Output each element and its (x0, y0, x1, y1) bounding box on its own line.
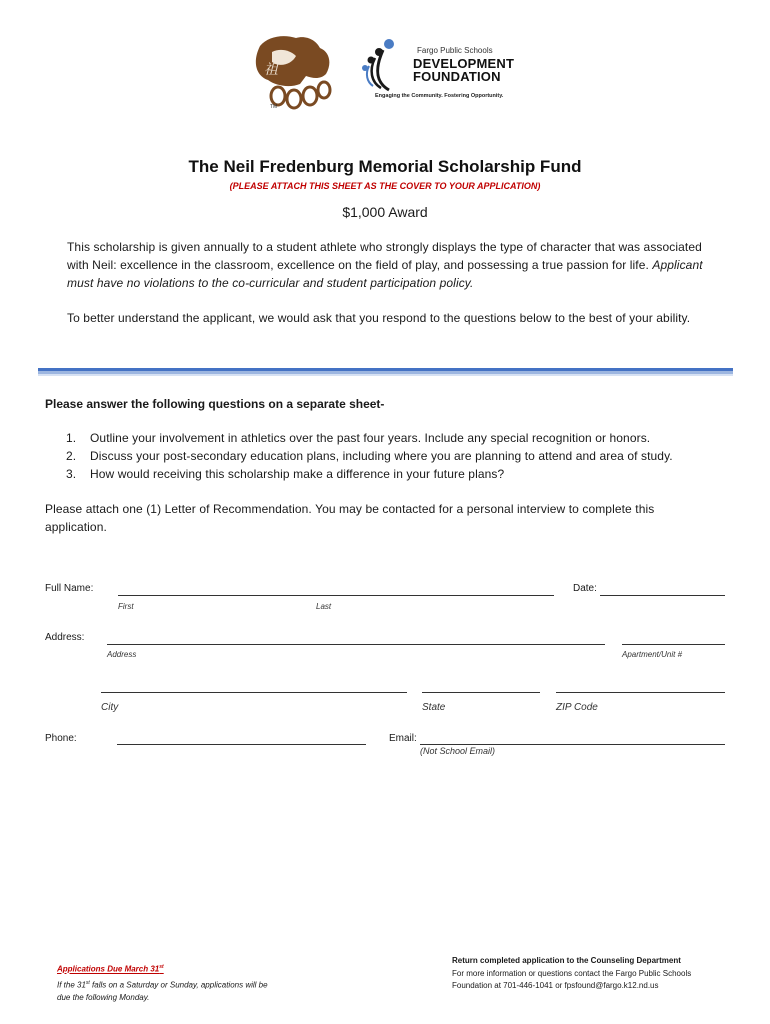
svg-text:祖: 祖 (264, 62, 278, 78)
questions-heading: Please answer the following questions on a separate sheet- (45, 397, 385, 411)
date-label: Date: (573, 583, 597, 594)
date-field[interactable] (600, 595, 725, 596)
deadline-note (57, 977, 282, 1004)
page-title: The Neil Fredenburg Memorial Scholarship Fund (188, 157, 582, 176)
intro-policy-note: Applicant must have no violations to the co-curricular and student participation policy. (67, 258, 703, 290)
apartment-caption: Apartment/Unit # (622, 650, 683, 659)
questions-list (66, 429, 673, 483)
city-field[interactable] (101, 692, 407, 693)
email-caption: (Not School Email) (420, 746, 496, 756)
intro-paragraph (67, 238, 707, 292)
return-heading: Return completed application to the Counseling Department (452, 956, 681, 965)
address-caption: Address (107, 650, 137, 659)
list-number: 2. (66, 449, 77, 463)
apartment-field[interactable] (622, 644, 725, 645)
state-caption: State (422, 702, 446, 713)
list-item (66, 465, 673, 483)
phone-field[interactable] (117, 744, 366, 745)
last-name-caption: Last (316, 602, 332, 611)
question-text: Outline your involvement in athletics over the past four years. Include any special recognition or honors. (90, 431, 651, 445)
deadline-note-sup: st (85, 980, 90, 986)
deadline-note-post: falls on a Saturday or Sunday, applications will be due the following Monday. (57, 980, 268, 1002)
email-label: Email: (389, 733, 417, 744)
address-field[interactable] (107, 644, 605, 645)
svg-text:TM: TM (270, 104, 278, 110)
award-amount: $1,000 Award (342, 204, 428, 220)
contact-info: For more information or questions contact the Fargo Public Schools Foundation at 701-446-1041 or fpsfound@fargo.k12.nd.us (452, 969, 692, 990)
full-name-label: Full Name: (45, 583, 94, 594)
deadline-text (57, 964, 164, 974)
zip-field[interactable] (556, 692, 725, 693)
deadline-sup: st (159, 964, 164, 970)
list-number: 3. (66, 467, 77, 481)
deadline-note-pre: If the 31 (57, 980, 86, 990)
foundation-line2: FOUNDATION (413, 69, 501, 84)
bear-logo (250, 34, 334, 112)
list-item (66, 447, 673, 465)
foundation-tagline: Engaging the Community. Fostering Opportunity. (375, 93, 504, 99)
address-label: Address: (45, 632, 85, 643)
state-field[interactable] (422, 692, 540, 693)
list-item (66, 429, 673, 447)
full-name-field[interactable] (118, 595, 554, 596)
question-text: Discuss your post-secondary education plans, including where you are planning to attend and area of study. (90, 449, 673, 463)
email-field[interactable] (420, 744, 725, 745)
separator-band (38, 363, 733, 371)
recommendation-note: Please attach one (1) Letter of Recommendation. You may be contacted for a personal interview to complete this application. (45, 502, 655, 534)
intro-text: This scholarship is given annually to a student athlete who strongly displays the type of character that was associated with Neil: excellence in the classroom, excellence on the field of play, and possessing a true passion for life. (67, 240, 702, 272)
phone-label: Phone: (45, 733, 77, 744)
intro-paragraph-2: To better understand the applicant, we would ask that you respond to the questions below to the best of your ability. (67, 311, 691, 325)
deadline-label: Applications Due March 31 (57, 964, 160, 974)
first-name-caption: First (118, 602, 134, 611)
people-icon (355, 38, 405, 98)
foundation-line1: DEVELOPMENT (413, 56, 515, 71)
list-number: 1. (66, 431, 77, 445)
zip-caption: ZIP Code (556, 702, 598, 713)
page-subtitle: (PLEASE ATTACH THIS SHEET AS THE COVER TO YOUR APPLICATION) (229, 181, 541, 191)
foundation-logo (355, 38, 515, 104)
foundation-small-text: Fargo Public Schools (417, 46, 493, 55)
question-text: How would receiving this scholarship make a difference in your future plans? (90, 467, 505, 481)
city-caption: City (101, 702, 119, 713)
